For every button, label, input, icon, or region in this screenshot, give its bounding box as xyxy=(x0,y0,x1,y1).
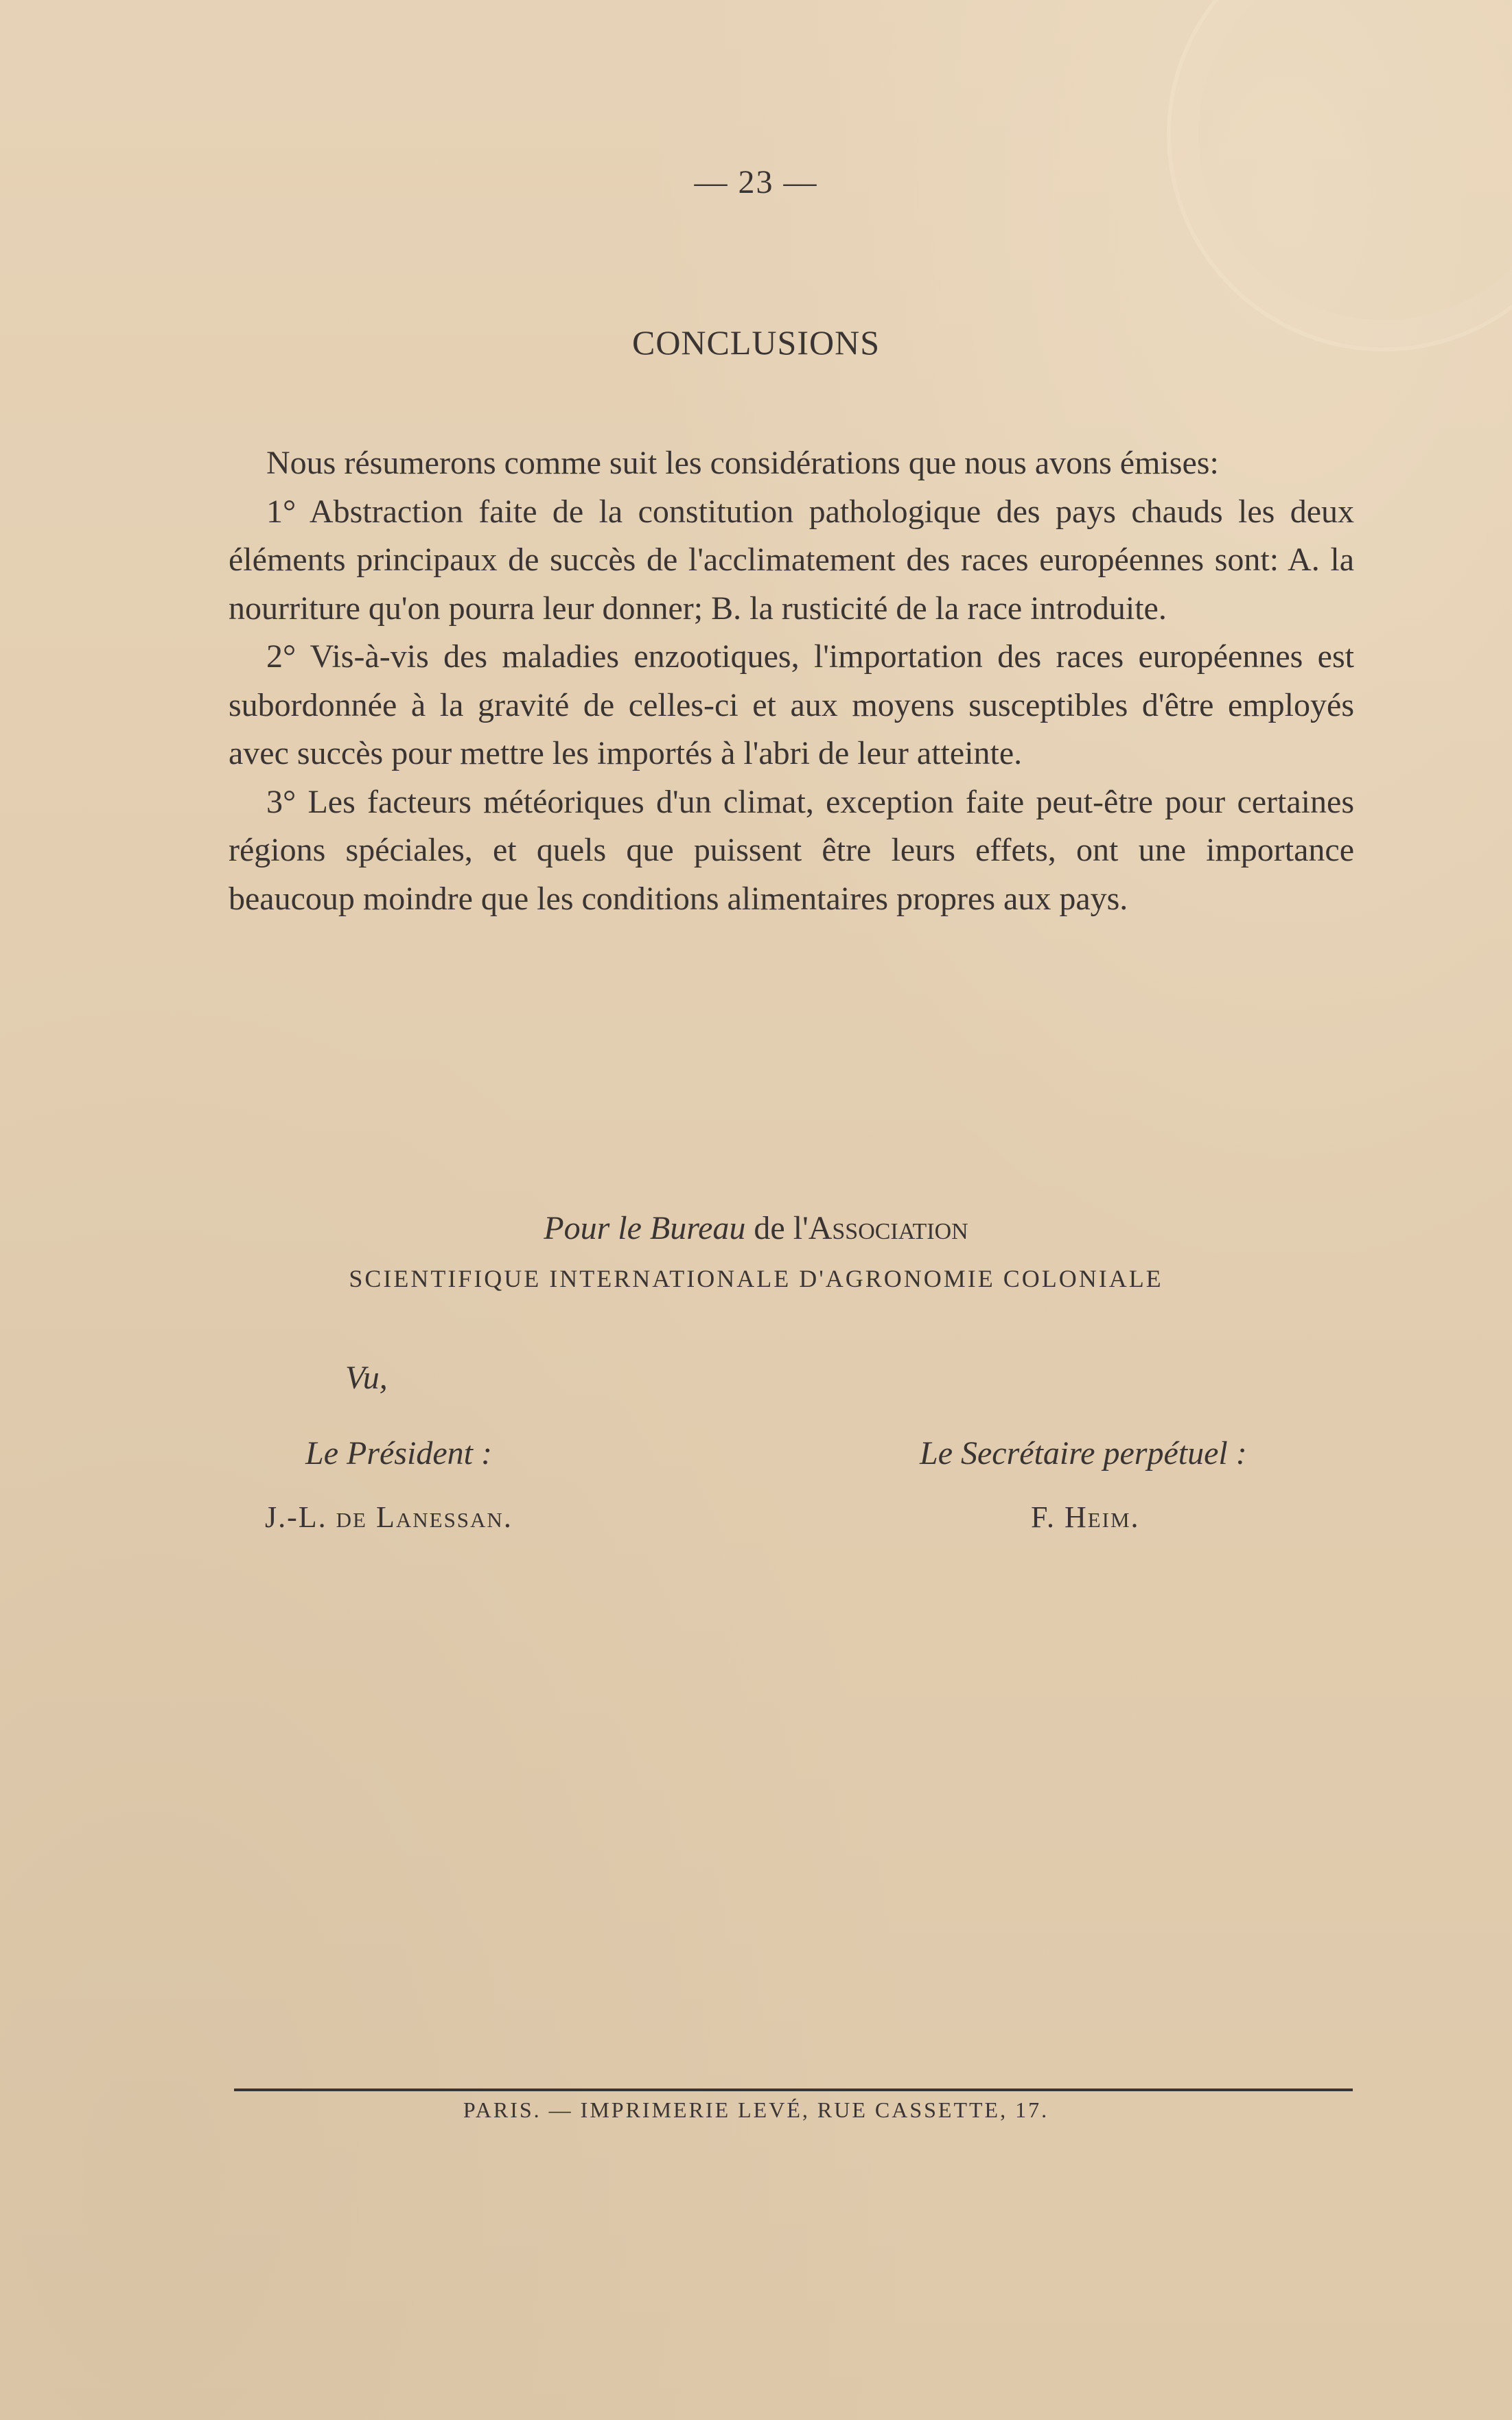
paragraph-conclusion-3: 3° Les facteurs météoriques d'un climat, exception faite peut-être pour certaines régions spéciales, et quels que puissent être leurs effets, ont une importance beaucoup moindre que les conditions alimentaires propres aux pays. xyxy=(229,783,1354,917)
signature-bureau-rest: de l' xyxy=(754,1210,809,1246)
signature-bureau-line xyxy=(0,1209,1512,1247)
signature-association: Association xyxy=(808,1210,968,1246)
paragraph-conclusion-1: 1° Abstraction faite de la constitution pathologique des pays chauds les deux éléments principaux de succès de l'acclimatement des races européennes sont: A. la nourriture qu'on pourra leur donner; B. la rusticité de la race introduite. xyxy=(229,493,1354,627)
footer-rule xyxy=(234,2089,1353,2091)
printer-imprint: PARIS. — IMPRIMERIE LEVÉ, RUE CASSETTE, 17. xyxy=(463,2097,1049,2122)
paragraph-conclusion-2: 2° Vis-à-vis des maladies enzootiques, l'importation des races européennes est subordonnée à la gravité de celles-ci et aux moyens susceptibles d'être employés avec succès pour mettre les importés à l'abri de leur atteinte. xyxy=(229,638,1354,771)
section-heading: CONCLUSIONS xyxy=(631,323,881,362)
vu-mark: Vu, xyxy=(345,1360,388,1396)
signature-bureau-italic: Pour le Bureau xyxy=(544,1210,746,1246)
president-name: J.-L. de Lanessan. xyxy=(265,1500,513,1534)
signature-association-name: SCIENTIFIQUE INTERNATIONALE D'AGRONOMIE COLONIALE xyxy=(349,1265,1163,1292)
paragraph-intro: Nous résumerons comme suit les considérations que nous avons émises: xyxy=(266,445,1219,481)
president-title: Le Président : xyxy=(305,1435,492,1471)
secretary-name: F. Heim. xyxy=(1031,1500,1140,1534)
page-number: — 23 — xyxy=(694,164,818,200)
body-text xyxy=(229,439,1354,923)
secretary-title: Le Secrétaire perpétuel : xyxy=(920,1435,1247,1471)
